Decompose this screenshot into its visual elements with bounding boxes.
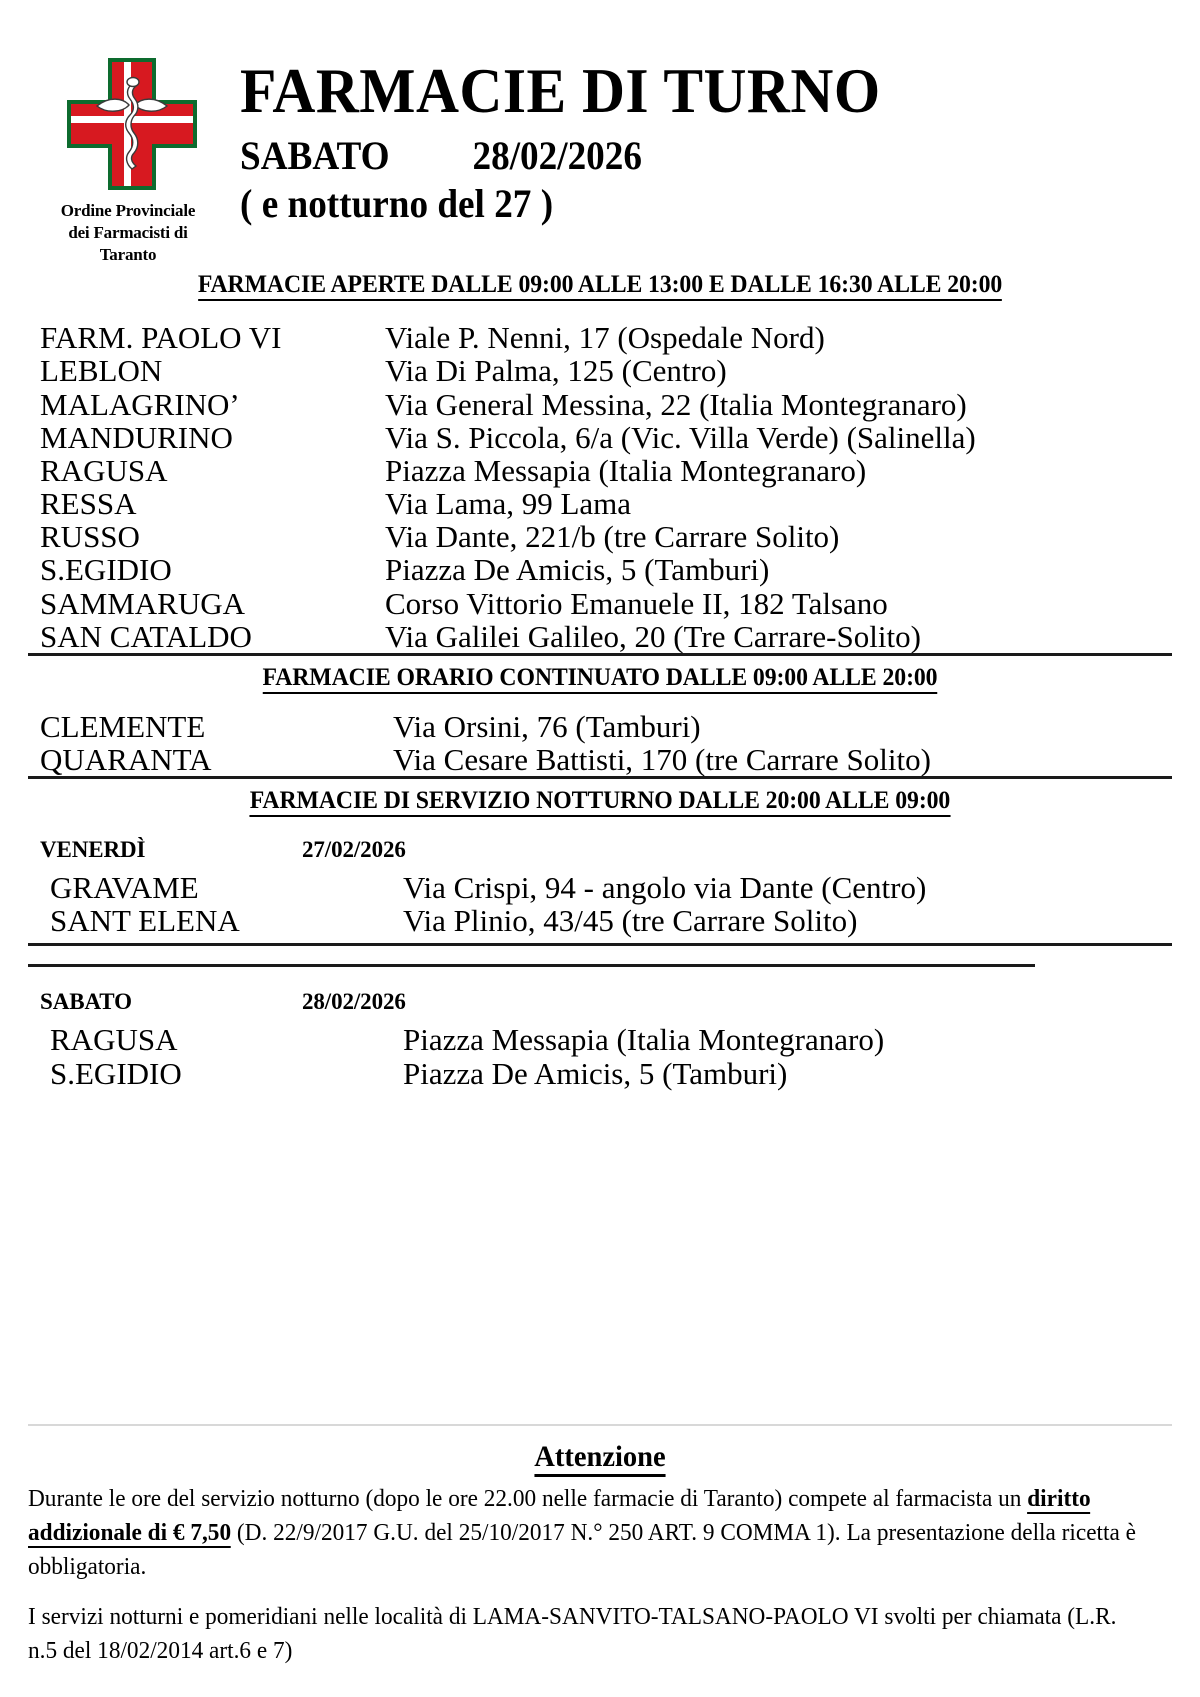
table-row (28, 354, 1172, 387)
page-title: FARMACIE DI TURNO (240, 55, 881, 126)
pharmacy-name: S.EGIDIO (50, 1055, 182, 1091)
pharmacy-list-notturno-venerdi (28, 871, 1172, 937)
table-row (28, 743, 1172, 776)
attenzione-paragraph-2: I servizi notturni e pomeridiani nelle località di LAMA-SANVITO-TALSANO-PAOLO VI svolti per chiamata (L.R. n.5 del 18/02/2014 art.6 e 7) (28, 1604, 1117, 1665)
pharmacy-name: SANT ELENA (50, 903, 240, 939)
header-night-note: ( e notturno del 27 ) (240, 180, 554, 226)
table-row (28, 1057, 1172, 1090)
section-bar-aperte (57, 271, 1144, 299)
table-row (28, 421, 1172, 454)
attenzione-title-label: Attenzione (534, 1440, 665, 1477)
pharmacy-cross-caduceus-icon (67, 58, 197, 190)
pharmacy-name: RAGUSA (50, 1022, 178, 1058)
pharmacy-address: Via Orsini, 76 (Tamburi) (393, 708, 701, 744)
pharmacy-address: Viale P. Nenni, 17 (Ospedale Nord) (385, 320, 825, 356)
section-bar-aperte-label: FARMACIE APERTE DALLE 09:00 ALLE 13:00 E DALLE 16:30 ALLE 20:00 (198, 271, 1002, 301)
caduceus-snake-icon (83, 72, 181, 180)
notice-text-after: (D. 22/9/2017 G.U. del 25/10/2017 N.° 250 ART. 9 COMMA 1). La presentazione della ricetta è obbligatoria. (28, 1520, 1136, 1581)
table-row (28, 388, 1172, 421)
pharmacy-name: SAMMARUGA (40, 585, 245, 621)
pharmacy-list-aperte (28, 321, 1172, 653)
night-group-day-label: SABATO (40, 989, 132, 1015)
pharmacy-name: CLEMENTE (40, 708, 206, 744)
org-line-2: dei Farmacisti di (68, 222, 188, 242)
pharmacy-address: Via Dante, 221/b (tre Carrare Solito) (385, 519, 840, 555)
pharmacy-address: Piazza Messapia (Italia Montegranaro) (403, 1022, 885, 1058)
pharmacy-address: Corso Vittorio Emanuele II, 182 Talsano (385, 585, 888, 621)
pharmacy-list-continuato (28, 710, 1172, 776)
night-group-date-venerdi (28, 837, 1172, 863)
section-bar-notturno-label: FARMACIE DI SERVIZIO NOTTURNO DALLE 20:00 ALLE 09:00 (250, 787, 950, 817)
pharmacy-address: Via Di Palma, 125 (Centro) (385, 353, 727, 389)
pharmacy-address: Via Crispi, 94 - angolo via Dante (Centro) (403, 870, 927, 906)
notice-text-before: Durante le ore del servizio notturno (dopo le ore 22.00 nelle farmacie di Taranto) compete al farmacista un (28, 1486, 1028, 1512)
header-weekday: SABATO (240, 132, 390, 178)
footer-notice (28, 1424, 1172, 1684)
night-group-day-date: 27/02/2026 (302, 837, 406, 863)
pharmacy-name: S.EGIDIO (40, 552, 172, 588)
table-row (28, 553, 1172, 586)
document-header (28, 0, 1172, 265)
pharmacy-address: Via Galilei Galileo, 20 (Tre Carrare-Solito) (385, 618, 921, 654)
table-row (28, 454, 1172, 487)
section-bar-notturno (57, 787, 1144, 815)
pharmacy-address: Piazza De Amicis, 5 (Tamburi) (403, 1055, 788, 1091)
footer-divider (28, 1424, 1172, 1426)
pharmacy-address: Via Cesare Battisti, 170 (tre Carrare Solito) (393, 741, 931, 777)
notice-emphasis-fee: diritto addizionale di € 7,50 (28, 1486, 1091, 1547)
pharmacy-name: RUSSO (40, 519, 140, 555)
title-column (228, 55, 1172, 226)
pharmacy-name: MANDURINO (40, 419, 233, 455)
logo-column (28, 58, 228, 265)
pharmacy-address: Piazza De Amicis, 5 (Tamburi) (385, 552, 770, 588)
org-line-1: Ordine Provinciale (60, 201, 196, 220)
table-row (28, 587, 1172, 620)
section-bar-continuato (57, 664, 1144, 692)
table-row (28, 620, 1172, 653)
attenzione-paragraph-1 (28, 1482, 1138, 1584)
night-group-day-label: VENERDÌ (40, 837, 146, 863)
attenzione-body (28, 1482, 1138, 1668)
pharmacy-list-notturno-sabato (28, 1023, 1172, 1089)
pharmacy-name: GRAVAME (50, 870, 199, 906)
table-row (28, 487, 1172, 520)
section-bar-continuato-label: FARMACIE ORARIO CONTINUATO DALLE 09:00 ALLE 20:00 (263, 664, 938, 694)
org-line-3: Taranto (99, 244, 157, 264)
pharmacy-name: SAN CATALDO (40, 618, 252, 654)
pharmacy-address: Via Lama, 99 Lama (385, 486, 632, 522)
header-date-line (240, 132, 1107, 178)
table-row (28, 520, 1172, 553)
pharmacy-name: RESSA (40, 486, 137, 522)
pharmacy-address: Via S. Piccola, 6/a (Vic. Villa Verde) (Salinella) (385, 419, 976, 455)
section-divider-4 (28, 964, 1035, 967)
table-row (28, 1023, 1172, 1056)
night-group-day-date: 28/02/2026 (302, 989, 406, 1015)
pharmacy-name: RAGUSA (40, 452, 168, 488)
pharmacy-name: FARM. PAOLO VI (40, 320, 282, 356)
pharmacy-name: LEBLON (40, 353, 163, 389)
pharmacy-address: Via General Messina, 22 (Italia Montegranaro) (385, 386, 967, 422)
table-row (28, 904, 1172, 937)
organization-name (61, 200, 195, 265)
attenzione-title (57, 1440, 1144, 1474)
night-group-date-sabato (28, 989, 1172, 1015)
table-row (28, 321, 1172, 354)
header-date: 28/02/2026 (472, 132, 642, 178)
pharmacy-name: MALAGRINO’ (40, 386, 240, 422)
pharmacy-address: Piazza Messapia (Italia Montegranaro) (385, 452, 867, 488)
pharmacy-address: Via Plinio, 43/45 (tre Carrare Solito) (403, 903, 858, 939)
table-row (28, 871, 1172, 904)
pharmacy-name: QUARANTA (40, 741, 212, 777)
table-row (28, 710, 1172, 743)
